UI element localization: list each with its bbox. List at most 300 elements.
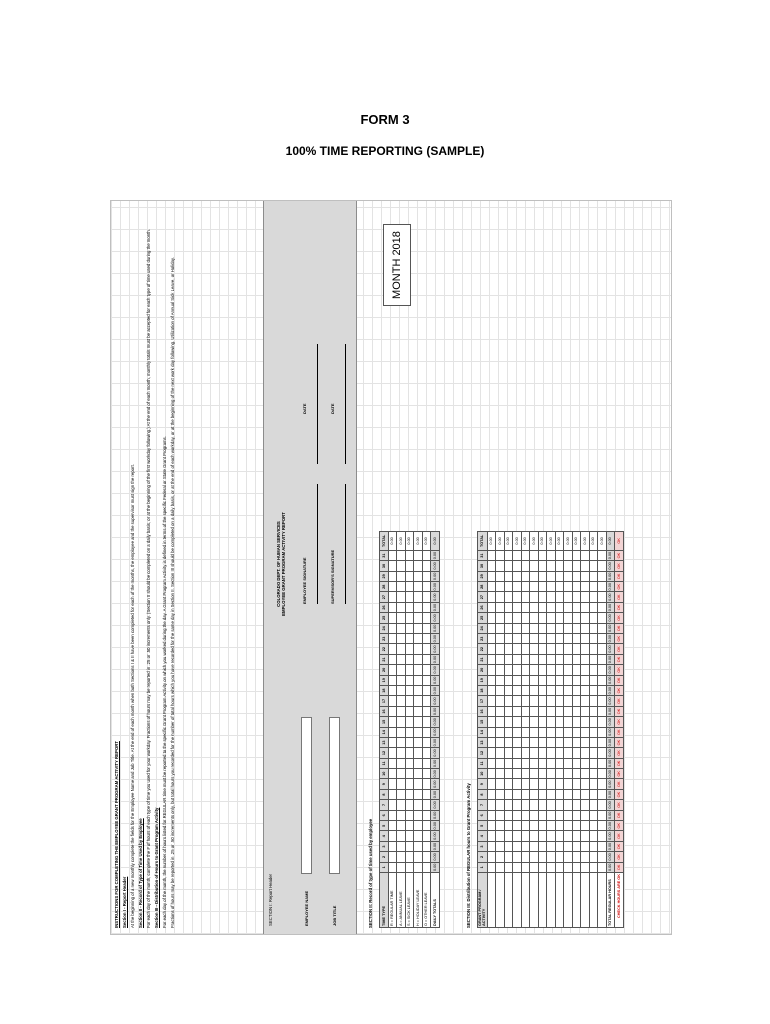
activity-hours-cell[interactable] [487, 613, 496, 623]
hours-cell[interactable] [422, 841, 431, 851]
activity-hours-cell[interactable] [555, 821, 564, 831]
activity-hours-cell[interactable] [521, 789, 530, 799]
hours-cell[interactable] [414, 634, 423, 644]
hours-cell[interactable] [388, 758, 397, 768]
hours-cell[interactable] [397, 810, 406, 820]
hours-cell[interactable] [422, 831, 431, 841]
activity-hours-cell[interactable] [513, 737, 522, 747]
activity-hours-cell[interactable] [530, 571, 539, 581]
activity-hours-cell[interactable] [581, 727, 590, 737]
activity-hours-cell[interactable] [513, 748, 522, 758]
activity-hours-cell[interactable] [513, 789, 522, 799]
hours-cell[interactable] [397, 789, 406, 799]
activity-hours-cell[interactable] [530, 862, 539, 872]
activity-hours-cell[interactable] [564, 810, 573, 820]
activity-hours-cell[interactable] [504, 852, 513, 862]
activity-hours-cell[interactable] [598, 634, 607, 644]
hours-cell[interactable] [388, 602, 397, 612]
employee-signature-line[interactable] [317, 484, 318, 604]
hours-cell[interactable] [422, 571, 431, 581]
activity-hours-cell[interactable] [581, 571, 590, 581]
grant-activity-name-cell[interactable] [487, 873, 496, 928]
activity-hours-cell[interactable] [598, 706, 607, 716]
activity-hours-cell[interactable] [530, 727, 539, 737]
activity-hours-cell[interactable] [504, 841, 513, 851]
hours-cell[interactable] [397, 696, 406, 706]
activity-hours-cell[interactable] [589, 758, 598, 768]
hours-cell[interactable] [422, 685, 431, 695]
activity-hours-cell[interactable] [513, 582, 522, 592]
hours-cell[interactable] [405, 841, 414, 851]
activity-hours-cell[interactable] [581, 623, 590, 633]
activity-hours-cell[interactable] [521, 644, 530, 654]
activity-hours-cell[interactable] [572, 810, 581, 820]
activity-hours-cell[interactable] [555, 758, 564, 768]
hours-cell[interactable] [414, 852, 423, 862]
hours-cell[interactable] [388, 675, 397, 685]
activity-hours-cell[interactable] [504, 696, 513, 706]
activity-hours-cell[interactable] [598, 737, 607, 747]
activity-hours-cell[interactable] [589, 623, 598, 633]
activity-hours-cell[interactable] [555, 737, 564, 747]
activity-hours-cell[interactable] [564, 717, 573, 727]
activity-hours-cell[interactable] [564, 831, 573, 841]
grant-activity-name-cell[interactable] [589, 873, 598, 928]
activity-hours-cell[interactable] [496, 665, 505, 675]
activity-hours-cell[interactable] [513, 561, 522, 571]
hours-cell[interactable] [397, 675, 406, 685]
activity-hours-cell[interactable] [513, 831, 522, 841]
activity-hours-cell[interactable] [572, 852, 581, 862]
activity-hours-cell[interactable] [530, 769, 539, 779]
hours-cell[interactable] [405, 727, 414, 737]
activity-hours-cell[interactable] [564, 675, 573, 685]
activity-hours-cell[interactable] [572, 758, 581, 768]
activity-hours-cell[interactable] [598, 623, 607, 633]
activity-hours-cell[interactable] [538, 748, 547, 758]
activity-hours-cell[interactable] [504, 602, 513, 612]
hours-cell[interactable] [422, 582, 431, 592]
hours-cell[interactable] [422, 810, 431, 820]
activity-hours-cell[interactable] [547, 561, 556, 571]
hours-cell[interactable] [414, 758, 423, 768]
activity-hours-cell[interactable] [521, 665, 530, 675]
hours-cell[interactable] [405, 779, 414, 789]
activity-hours-cell[interactable] [598, 696, 607, 706]
activity-hours-cell[interactable] [521, 685, 530, 695]
hours-cell[interactable] [405, 737, 414, 747]
activity-hours-cell[interactable] [589, 852, 598, 862]
activity-hours-cell[interactable] [598, 727, 607, 737]
hours-cell[interactable] [405, 810, 414, 820]
activity-hours-cell[interactable] [564, 696, 573, 706]
activity-hours-cell[interactable] [589, 654, 598, 664]
activity-hours-cell[interactable] [564, 737, 573, 747]
activity-hours-cell[interactable] [504, 800, 513, 810]
activity-hours-cell[interactable] [530, 582, 539, 592]
activity-hours-cell[interactable] [581, 769, 590, 779]
hours-cell[interactable] [422, 613, 431, 623]
activity-hours-cell[interactable] [572, 821, 581, 831]
activity-hours-cell[interactable] [530, 831, 539, 841]
hours-cell[interactable] [388, 821, 397, 831]
activity-hours-cell[interactable] [589, 613, 598, 623]
activity-hours-cell[interactable] [496, 758, 505, 768]
activity-hours-cell[interactable] [564, 758, 573, 768]
activity-hours-cell[interactable] [487, 862, 496, 872]
activity-hours-cell[interactable] [581, 613, 590, 623]
hours-cell[interactable] [405, 644, 414, 654]
hours-cell[interactable] [414, 727, 423, 737]
hours-cell[interactable] [405, 706, 414, 716]
activity-hours-cell[interactable] [521, 561, 530, 571]
hours-cell[interactable] [422, 852, 431, 862]
activity-hours-cell[interactable] [589, 550, 598, 560]
hours-cell[interactable] [397, 737, 406, 747]
activity-hours-cell[interactable] [547, 685, 556, 695]
activity-hours-cell[interactable] [547, 852, 556, 862]
hours-cell[interactable] [405, 665, 414, 675]
hours-cell[interactable] [388, 613, 397, 623]
hours-cell[interactable] [388, 800, 397, 810]
activity-hours-cell[interactable] [538, 561, 547, 571]
activity-hours-cell[interactable] [504, 717, 513, 727]
hours-cell[interactable] [397, 717, 406, 727]
activity-hours-cell[interactable] [513, 852, 522, 862]
hours-cell[interactable] [405, 623, 414, 633]
activity-hours-cell[interactable] [530, 706, 539, 716]
activity-hours-cell[interactable] [538, 685, 547, 695]
hours-cell[interactable] [397, 706, 406, 716]
activity-hours-cell[interactable] [513, 758, 522, 768]
activity-hours-cell[interactable] [572, 561, 581, 571]
activity-hours-cell[interactable] [581, 821, 590, 831]
hours-cell[interactable] [414, 748, 423, 758]
hours-cell[interactable] [405, 789, 414, 799]
activity-hours-cell[interactable] [572, 748, 581, 758]
activity-hours-cell[interactable] [555, 634, 564, 644]
activity-hours-cell[interactable] [572, 613, 581, 623]
activity-hours-cell[interactable] [589, 665, 598, 675]
activity-hours-cell[interactable] [547, 706, 556, 716]
activity-hours-cell[interactable] [564, 571, 573, 581]
activity-hours-cell[interactable] [513, 634, 522, 644]
activity-hours-cell[interactable] [572, 737, 581, 747]
activity-hours-cell[interactable] [581, 654, 590, 664]
activity-hours-cell[interactable] [598, 821, 607, 831]
hours-cell[interactable] [414, 706, 423, 716]
activity-hours-cell[interactable] [564, 779, 573, 789]
activity-hours-cell[interactable] [538, 717, 547, 727]
activity-hours-cell[interactable] [487, 675, 496, 685]
activity-hours-cell[interactable] [555, 779, 564, 789]
activity-hours-cell[interactable] [598, 644, 607, 654]
employee-name-field[interactable] [301, 717, 312, 874]
activity-hours-cell[interactable] [581, 675, 590, 685]
hours-cell[interactable] [388, 665, 397, 675]
activity-hours-cell[interactable] [487, 779, 496, 789]
activity-hours-cell[interactable] [487, 634, 496, 644]
hours-cell[interactable] [397, 665, 406, 675]
activity-hours-cell[interactable] [496, 706, 505, 716]
activity-hours-cell[interactable] [589, 779, 598, 789]
activity-hours-cell[interactable] [513, 602, 522, 612]
activity-hours-cell[interactable] [538, 613, 547, 623]
activity-hours-cell[interactable] [564, 769, 573, 779]
activity-hours-cell[interactable] [547, 665, 556, 675]
activity-hours-cell[interactable] [504, 748, 513, 758]
activity-hours-cell[interactable] [555, 862, 564, 872]
hours-cell[interactable] [388, 582, 397, 592]
activity-hours-cell[interactable] [487, 717, 496, 727]
activity-hours-cell[interactable] [496, 800, 505, 810]
activity-hours-cell[interactable] [487, 852, 496, 862]
hours-cell[interactable] [414, 717, 423, 727]
hours-cell[interactable] [414, 613, 423, 623]
activity-hours-cell[interactable] [555, 685, 564, 695]
activity-hours-cell[interactable] [496, 571, 505, 581]
activity-hours-cell[interactable] [496, 821, 505, 831]
activity-hours-cell[interactable] [521, 550, 530, 560]
activity-hours-cell[interactable] [572, 841, 581, 851]
activity-hours-cell[interactable] [521, 675, 530, 685]
activity-hours-cell[interactable] [487, 810, 496, 820]
activity-hours-cell[interactable] [547, 717, 556, 727]
hours-cell[interactable] [388, 779, 397, 789]
hours-cell[interactable] [388, 769, 397, 779]
activity-hours-cell[interactable] [589, 737, 598, 747]
activity-hours-cell[interactable] [530, 644, 539, 654]
hours-cell[interactable] [422, 602, 431, 612]
activity-hours-cell[interactable] [487, 758, 496, 768]
hours-cell[interactable] [422, 675, 431, 685]
activity-hours-cell[interactable] [598, 561, 607, 571]
activity-hours-cell[interactable] [572, 571, 581, 581]
activity-hours-cell[interactable] [496, 737, 505, 747]
hours-cell[interactable] [414, 800, 423, 810]
hours-cell[interactable] [405, 852, 414, 862]
activity-hours-cell[interactable] [487, 602, 496, 612]
activity-hours-cell[interactable] [589, 634, 598, 644]
activity-hours-cell[interactable] [530, 758, 539, 768]
activity-hours-cell[interactable] [487, 696, 496, 706]
activity-hours-cell[interactable] [487, 582, 496, 592]
activity-hours-cell[interactable] [496, 623, 505, 633]
activity-hours-cell[interactable] [504, 821, 513, 831]
activity-hours-cell[interactable] [487, 623, 496, 633]
activity-hours-cell[interactable] [538, 644, 547, 654]
hours-cell[interactable] [397, 769, 406, 779]
activity-hours-cell[interactable] [598, 810, 607, 820]
activity-hours-cell[interactable] [504, 571, 513, 581]
activity-hours-cell[interactable] [564, 852, 573, 862]
date-line-2[interactable] [345, 344, 346, 464]
activity-hours-cell[interactable] [572, 665, 581, 675]
hours-cell[interactable] [414, 644, 423, 654]
activity-hours-cell[interactable] [513, 717, 522, 727]
activity-hours-cell[interactable] [538, 696, 547, 706]
activity-hours-cell[interactable] [581, 602, 590, 612]
activity-hours-cell[interactable] [547, 737, 556, 747]
hours-cell[interactable] [405, 561, 414, 571]
activity-hours-cell[interactable] [530, 654, 539, 664]
activity-hours-cell[interactable] [547, 789, 556, 799]
activity-hours-cell[interactable] [589, 821, 598, 831]
activity-hours-cell[interactable] [513, 810, 522, 820]
activity-hours-cell[interactable] [555, 706, 564, 716]
hours-cell[interactable] [422, 862, 431, 872]
activity-hours-cell[interactable] [572, 706, 581, 716]
hours-cell[interactable] [422, 727, 431, 737]
activity-hours-cell[interactable] [598, 769, 607, 779]
activity-hours-cell[interactable] [538, 758, 547, 768]
activity-hours-cell[interactable] [555, 789, 564, 799]
activity-hours-cell[interactable] [513, 571, 522, 581]
activity-hours-cell[interactable] [547, 654, 556, 664]
hours-cell[interactable] [422, 644, 431, 654]
activity-hours-cell[interactable] [598, 602, 607, 612]
activity-hours-cell[interactable] [530, 602, 539, 612]
hours-cell[interactable] [422, 561, 431, 571]
hours-cell[interactable] [414, 821, 423, 831]
activity-hours-cell[interactable] [496, 644, 505, 654]
activity-hours-cell[interactable] [581, 758, 590, 768]
activity-hours-cell[interactable] [496, 789, 505, 799]
activity-hours-cell[interactable] [581, 789, 590, 799]
hours-cell[interactable] [422, 821, 431, 831]
activity-hours-cell[interactable] [564, 550, 573, 560]
activity-hours-cell[interactable] [564, 644, 573, 654]
activity-hours-cell[interactable] [513, 821, 522, 831]
activity-hours-cell[interactable] [521, 727, 530, 737]
activity-hours-cell[interactable] [487, 831, 496, 841]
hours-cell[interactable] [422, 665, 431, 675]
supervisor-signature-line[interactable] [345, 484, 346, 604]
activity-hours-cell[interactable] [589, 862, 598, 872]
activity-hours-cell[interactable] [564, 862, 573, 872]
activity-hours-cell[interactable] [538, 789, 547, 799]
activity-hours-cell[interactable] [581, 810, 590, 820]
activity-hours-cell[interactable] [581, 852, 590, 862]
activity-hours-cell[interactable] [504, 613, 513, 623]
activity-hours-cell[interactable] [513, 727, 522, 737]
activity-hours-cell[interactable] [555, 769, 564, 779]
hours-cell[interactable] [388, 561, 397, 571]
activity-hours-cell[interactable] [581, 717, 590, 727]
activity-hours-cell[interactable] [589, 769, 598, 779]
activity-hours-cell[interactable] [598, 592, 607, 602]
hours-cell[interactable] [397, 800, 406, 810]
activity-hours-cell[interactable] [581, 685, 590, 695]
hours-cell[interactable] [422, 769, 431, 779]
activity-hours-cell[interactable] [564, 841, 573, 851]
activity-hours-cell[interactable] [598, 675, 607, 685]
activity-hours-cell[interactable] [538, 654, 547, 664]
activity-hours-cell[interactable] [521, 696, 530, 706]
hours-cell[interactable] [397, 852, 406, 862]
activity-hours-cell[interactable] [504, 550, 513, 560]
grant-activity-name-cell[interactable] [547, 873, 556, 928]
activity-hours-cell[interactable] [581, 644, 590, 654]
activity-hours-cell[interactable] [538, 831, 547, 841]
activity-hours-cell[interactable] [555, 852, 564, 862]
hours-cell[interactable] [397, 821, 406, 831]
activity-hours-cell[interactable] [513, 675, 522, 685]
hours-cell[interactable] [414, 685, 423, 695]
activity-hours-cell[interactable] [564, 685, 573, 695]
activity-hours-cell[interactable] [530, 810, 539, 820]
activity-hours-cell[interactable] [521, 800, 530, 810]
activity-hours-cell[interactable] [513, 665, 522, 675]
activity-hours-cell[interactable] [538, 623, 547, 633]
activity-hours-cell[interactable] [589, 582, 598, 592]
activity-hours-cell[interactable] [530, 665, 539, 675]
activity-hours-cell[interactable] [513, 862, 522, 872]
activity-hours-cell[interactable] [564, 800, 573, 810]
hours-cell[interactable] [388, 717, 397, 727]
hours-cell[interactable] [405, 634, 414, 644]
activity-hours-cell[interactable] [530, 592, 539, 602]
hours-cell[interactable] [388, 841, 397, 851]
activity-hours-cell[interactable] [564, 727, 573, 737]
hours-cell[interactable] [422, 800, 431, 810]
activity-hours-cell[interactable] [521, 769, 530, 779]
hours-cell[interactable] [414, 737, 423, 747]
hours-cell[interactable] [422, 717, 431, 727]
hours-cell[interactable] [388, 634, 397, 644]
activity-hours-cell[interactable] [496, 852, 505, 862]
hours-cell[interactable] [397, 644, 406, 654]
hours-cell[interactable] [405, 592, 414, 602]
activity-hours-cell[interactable] [504, 675, 513, 685]
activity-hours-cell[interactable] [589, 789, 598, 799]
activity-hours-cell[interactable] [598, 613, 607, 623]
activity-hours-cell[interactable] [589, 831, 598, 841]
activity-hours-cell[interactable] [589, 810, 598, 820]
activity-hours-cell[interactable] [521, 592, 530, 602]
activity-hours-cell[interactable] [572, 592, 581, 602]
activity-hours-cell[interactable] [538, 737, 547, 747]
hours-cell[interactable] [422, 654, 431, 664]
activity-hours-cell[interactable] [538, 769, 547, 779]
activity-hours-cell[interactable] [598, 758, 607, 768]
activity-hours-cell[interactable] [547, 623, 556, 633]
activity-hours-cell[interactable] [581, 737, 590, 747]
activity-hours-cell[interactable] [547, 613, 556, 623]
activity-hours-cell[interactable] [487, 737, 496, 747]
activity-hours-cell[interactable] [530, 685, 539, 695]
activity-hours-cell[interactable] [504, 634, 513, 644]
hours-cell[interactable] [405, 800, 414, 810]
activity-hours-cell[interactable] [496, 592, 505, 602]
activity-hours-cell[interactable] [513, 654, 522, 664]
hours-cell[interactable] [388, 696, 397, 706]
hours-cell[interactable] [414, 582, 423, 592]
activity-hours-cell[interactable] [572, 602, 581, 612]
activity-hours-cell[interactable] [521, 602, 530, 612]
activity-hours-cell[interactable] [504, 665, 513, 675]
activity-hours-cell[interactable] [504, 623, 513, 633]
activity-hours-cell[interactable] [555, 841, 564, 851]
activity-hours-cell[interactable] [538, 852, 547, 862]
activity-hours-cell[interactable] [564, 623, 573, 633]
hours-cell[interactable] [414, 779, 423, 789]
activity-hours-cell[interactable] [589, 685, 598, 695]
activity-hours-cell[interactable] [513, 706, 522, 716]
hours-cell[interactable] [397, 634, 406, 644]
activity-hours-cell[interactable] [487, 789, 496, 799]
hours-cell[interactable] [422, 550, 431, 560]
